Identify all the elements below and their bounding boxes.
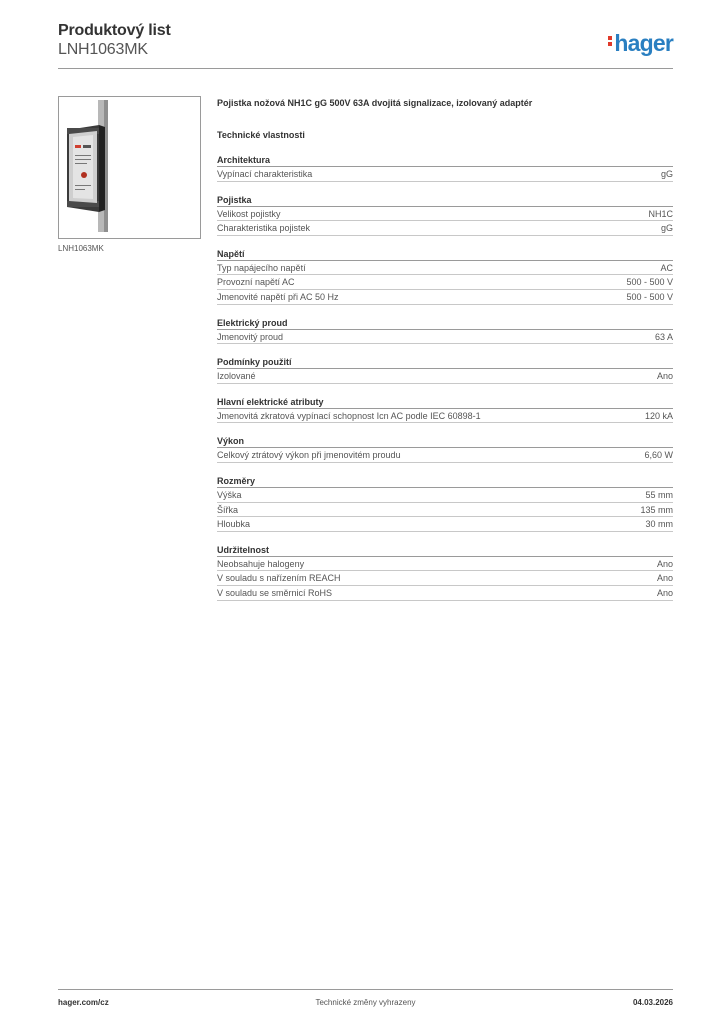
spec-group-title: Udržitelnost	[217, 543, 673, 557]
spec-value: 135 mm	[640, 504, 673, 515]
spec-value: 500 - 500 V	[626, 291, 673, 302]
spec-content	[217, 96, 673, 601]
spec-value: 6,60 W	[644, 450, 673, 461]
spec-value: 500 - 500 V	[626, 277, 673, 288]
spec-group-title: Elektrický proud	[217, 316, 673, 330]
spec-value: 63 A	[654, 331, 673, 342]
product-code: LNH1063MK	[58, 41, 148, 58]
spec-group-title: Rozměry	[217, 474, 673, 488]
spec-row	[217, 409, 673, 424]
spec-row	[217, 557, 673, 572]
product-image	[58, 96, 201, 239]
spec-label: Charakteristika pojistek	[217, 223, 311, 234]
product-title: Pojistka nožová NH1C gG 500V 63A dvojitá signalizace, izolovaný adaptér	[217, 98, 533, 108]
spec-value: NH1C	[648, 208, 673, 219]
document-title: Produktový list	[58, 22, 171, 39]
spec-label: Hloubka	[217, 519, 251, 530]
fuse-product-photo-icon	[59, 97, 200, 238]
spec-label: Šířka	[217, 504, 239, 515]
spec-value: Ano	[656, 558, 673, 569]
spec-label: Jmenovité napětí při AC 50 Hz	[217, 291, 339, 302]
spec-group-title: Hlavní elektrické atributy	[217, 395, 673, 409]
spec-label: Celkový ztrátový výkon při jmenovitém proudu	[217, 450, 401, 461]
spec-group-title: Architektura	[217, 153, 673, 167]
spec-value: 120 kA	[644, 410, 673, 421]
spec-row	[217, 571, 673, 586]
spec-group	[217, 395, 673, 424]
spec-row	[217, 586, 673, 601]
spec-label: V souladu s nařízením REACH	[217, 573, 341, 584]
spec-label: Vypínací charakteristika	[217, 169, 313, 179]
spec-value: gG	[660, 169, 673, 179]
spec-label: Velikost pojistky	[217, 208, 281, 219]
hager-logo	[608, 30, 673, 57]
spec-label: V souladu se směrnicí RoHS	[217, 587, 333, 598]
spec-value: Ano	[656, 573, 673, 584]
spec-value: 55 mm	[645, 489, 673, 500]
spec-value: 30 mm	[645, 519, 673, 530]
spec-value: AC	[660, 262, 673, 273]
spec-row	[217, 261, 673, 276]
logo-text: hager	[614, 30, 673, 56]
footer-date: 04.03.2026	[632, 998, 673, 1007]
spec-label: Neobsahuje halogeny	[217, 558, 305, 569]
spec-row	[217, 488, 673, 503]
spec-group	[217, 316, 673, 345]
spec-row	[217, 369, 673, 384]
spec-value: Ano	[656, 587, 673, 598]
spec-row	[217, 167, 673, 182]
section-heading: Technické vlastnosti	[217, 130, 305, 140]
spec-group	[217, 247, 673, 305]
spec-row	[217, 290, 673, 305]
spec-groups	[217, 153, 673, 601]
spec-label: Výška	[217, 489, 242, 500]
spec-row	[217, 448, 673, 463]
spec-group	[217, 193, 673, 236]
page-header	[58, 22, 673, 70]
spec-label: Jmenovitý proud	[217, 331, 284, 342]
spec-group	[217, 543, 673, 601]
footer-divider	[58, 989, 673, 990]
logo-dots-icon	[608, 34, 612, 48]
spec-group-title: Podmínky použití	[217, 355, 673, 369]
spec-group-title: Pojistka	[217, 193, 673, 207]
spec-row	[217, 221, 673, 236]
spec-label: Provozní napětí AC	[217, 277, 295, 288]
spec-value: gG	[660, 223, 673, 234]
spec-label: Typ napájecího napětí	[217, 262, 306, 273]
spec-group	[217, 355, 673, 384]
spec-row	[217, 275, 673, 290]
spec-group	[217, 474, 673, 532]
image-caption: LNH1063MK	[58, 244, 104, 253]
spec-group	[217, 153, 673, 182]
spec-label: Izolované	[217, 371, 256, 382]
footer-note: Technické změny vyhrazeny	[315, 998, 416, 1007]
footer-website-link[interactable]: hager.com/cz	[58, 998, 109, 1007]
spec-row	[217, 330, 673, 345]
spec-label: Jmenovitá zkratová vypínací schopnost Icn AC podle IEC 60898-1	[217, 410, 481, 421]
spec-group	[217, 434, 673, 463]
spec-row	[217, 517, 673, 532]
spec-row	[217, 207, 673, 222]
spec-group-title: Napětí	[217, 247, 673, 261]
spec-group-title: Výkon	[217, 434, 673, 448]
spec-row	[217, 503, 673, 518]
spec-value: Ano	[656, 371, 673, 382]
header-divider	[58, 68, 673, 69]
